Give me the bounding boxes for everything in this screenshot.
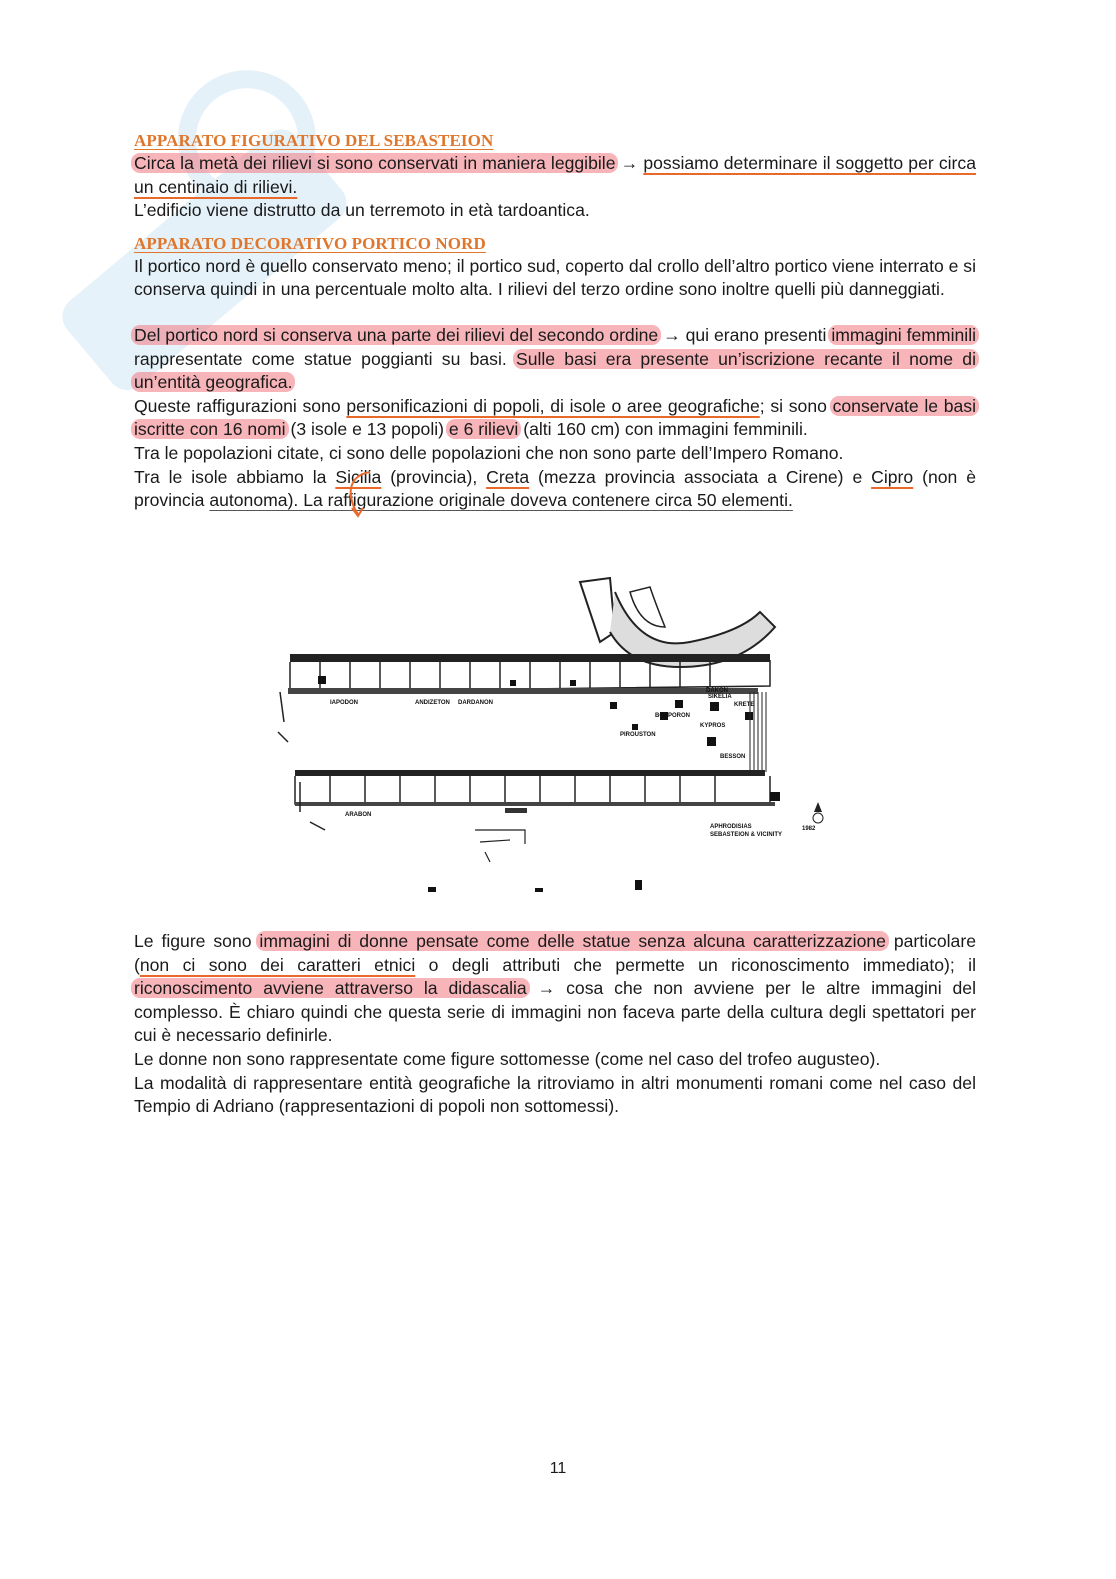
page-number: 11 <box>549 1460 567 1477</box>
underline-text: personificazioni di popoli, di isole o aree geografiche <box>346 395 760 416</box>
paragraph-4 <box>134 395 976 442</box>
plan-title: APHRODISIAS <box>710 824 752 830</box>
text: (mezza provincia associata a Cirene) e <box>538 466 863 487</box>
paragraph-9: La modalità di rappresentare entità geografiche la ritroviamo in altri monumenti romani come nel caso del Tempio di Adriano (rappresentazioni di popoli non sottomessi). <box>134 1072 976 1117</box>
highlight: immagini femminili <box>828 325 979 345</box>
arrow-icon: → <box>620 153 639 173</box>
arrow-icon: → <box>663 324 681 345</box>
island-sicilia: Sicilia <box>335 466 382 487</box>
paragraph-1 <box>134 152 976 223</box>
text: cosa che non avviene per le altre immagini del complesso. È chiaro quindi che questa serie di immagini non faceva parte della cultura degli spettatori per cui è necessario definirle. <box>134 978 977 1046</box>
paragraph-2: Il portico nord è quello conservato meno; il portico sud, coperto dal crollo dell’altro portico viene interrato e si conserva quindi in una percentuale molto alta. I rilievi del terzo ordine sono inoltre quelli più danneggiati. <box>134 255 977 300</box>
sebasteion-plan-figure <box>270 572 830 902</box>
paragraph-7 <box>134 930 976 1048</box>
text: (3 isole e 13 popoli) <box>290 419 445 440</box>
plan-label: IAPODON <box>330 700 359 706</box>
plan-year: 1982 <box>802 826 816 832</box>
highlight: Sulle basi era presente un’iscrizione recante il nome di un’entità geografica. <box>131 349 979 393</box>
text: ; si sono <box>759 395 827 416</box>
plan-label: KRETE <box>734 702 755 708</box>
annotation-arrow <box>330 470 390 530</box>
plan-label: ANDIZETON <box>415 700 450 706</box>
plan-label: PIROUSTON <box>620 732 656 738</box>
text: L’edificio viene distrutto da un terremoto in età tardoantica. <box>134 200 590 221</box>
plan-label: ARABON <box>345 812 372 818</box>
text: Queste raffigurazioni sono <box>134 395 341 416</box>
highlight: Del portico nord si conserva una parte dei rilievi del secondo ordine <box>131 325 661 345</box>
text: (non è provincia <box>134 466 976 511</box>
arrow-icon: → <box>537 978 556 999</box>
text: qui erano presenti <box>685 324 827 345</box>
plan-label: SIKELIA <box>708 694 732 700</box>
underline-text: autonoma). La raffigurazione originale doveva contenere circa 50 elementi. <box>209 490 793 511</box>
underline-text: non ci sono dei caratteri etnici <box>139 954 416 975</box>
underline-text: possiamo determinare il soggetto per circa un centinaio di rilievi. <box>134 153 976 197</box>
island-creta: Creta <box>486 466 530 487</box>
plan-label: BOSPORON <box>655 713 691 719</box>
text: rappresentate come statue poggianti su basi. <box>134 348 507 369</box>
plan-label: DARDANON <box>458 700 493 706</box>
highlight: e 6 rilievi <box>446 419 521 439</box>
highlight: immagini di donne pensate come delle statue senza alcuna caratterizzazione <box>256 931 889 951</box>
highlight: riconoscimento avviene attraverso la didascalia <box>131 978 530 998</box>
paragraph-5: Tra le popolazioni citate, ci sono delle popolazioni che non sono parte dell’Impero Romano. <box>134 442 844 463</box>
heading-decorativo: APPARATO DECORATIVO PORTICO NORD <box>134 233 486 253</box>
paragraph-3 <box>134 324 976 395</box>
highlight: conservate le basi iscritte con 16 nomi <box>131 396 979 440</box>
page-body <box>134 130 976 513</box>
plan-label: BESSON <box>720 754 746 760</box>
heading-figurativo: APPARATO FIGURATIVO DEL SEBASTEION <box>134 131 494 150</box>
plan-subtitle: SEBASTEION & VICINITY <box>710 832 783 838</box>
text: Le figure sono <box>134 931 252 951</box>
plan-label: DAKON <box>706 688 728 694</box>
text: particolare ( <box>134 931 976 975</box>
plan-label: KYPROS <box>700 723 726 729</box>
island-cipro: Cipro <box>871 466 914 487</box>
highlight: Circa la metà dei rilievi si sono conservati in maniera leggibile <box>131 153 618 173</box>
text: Tra le isole abbiamo la <box>134 466 327 487</box>
text: (provincia), <box>390 466 478 487</box>
text: (alti 160 cm) con immagini femminili. <box>523 419 808 440</box>
paragraph-6 <box>134 466 976 513</box>
text: o degli attributi che permette un riconoscimento immediato); il <box>428 954 976 975</box>
page-body-lower <box>134 930 976 1119</box>
paragraph-8: Le donne non sono rappresentate come figure sottomesse (come nel caso del trofeo augusteo). <box>134 1048 881 1069</box>
